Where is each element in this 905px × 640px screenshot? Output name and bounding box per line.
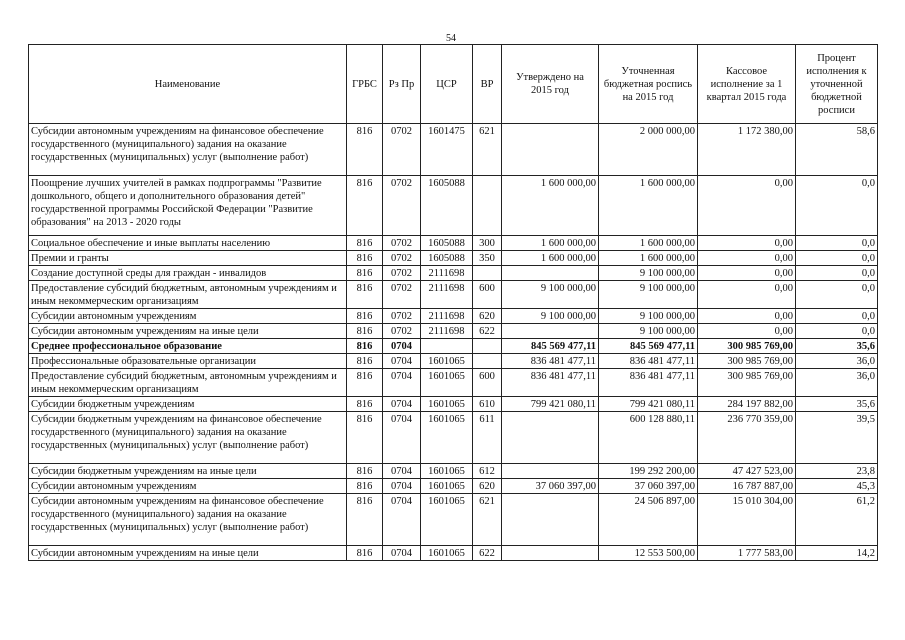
cell-csr: 2111698 bbox=[421, 281, 473, 309]
cell-grbs: 816 bbox=[347, 464, 383, 479]
cell-vr: 620 bbox=[473, 309, 502, 324]
cell-rzpr: 0702 bbox=[383, 324, 421, 339]
table-row bbox=[29, 324, 878, 339]
cell-vr bbox=[473, 176, 502, 236]
cell-name: Субсидии автономным учреждениям bbox=[29, 479, 347, 494]
cell-refined: 845 569 477,11 bbox=[599, 339, 698, 354]
cell-approved bbox=[502, 546, 599, 561]
cell-csr: 2111698 bbox=[421, 266, 473, 281]
cell-cash: 47 427 523,00 bbox=[698, 464, 796, 479]
cell-refined: 9 100 000,00 bbox=[599, 266, 698, 281]
cell-csr: 1601475 bbox=[421, 124, 473, 176]
cell-refined: 9 100 000,00 bbox=[599, 281, 698, 309]
header-approved: Утверждено на 2015 год bbox=[502, 45, 599, 124]
cell-cash: 300 985 769,00 bbox=[698, 354, 796, 369]
cell-name: Субсидии бюджетным учреждениям bbox=[29, 397, 347, 412]
cell-rzpr: 0704 bbox=[383, 412, 421, 464]
cell-approved bbox=[502, 266, 599, 281]
header-percent: Процент исполнения к уточненной бюджетной росписи bbox=[796, 45, 878, 124]
cell-refined: 600 128 880,11 bbox=[599, 412, 698, 464]
cell-cash: 0,00 bbox=[698, 324, 796, 339]
cell-name: Субсидии автономным учреждениям на финансовое обеспечение государственного (муниципального) задания на оказание государственных (муниципальных) услуг (выполнение работ) bbox=[29, 124, 347, 176]
cell-approved: 1 600 000,00 bbox=[502, 236, 599, 251]
cell-percent: 14,2 bbox=[796, 546, 878, 561]
cell-csr: 2111698 bbox=[421, 324, 473, 339]
cell-vr: 620 bbox=[473, 479, 502, 494]
cell-approved: 37 060 397,00 bbox=[502, 479, 599, 494]
cell-csr: 1601065 bbox=[421, 412, 473, 464]
cell-cash: 300 985 769,00 bbox=[698, 339, 796, 354]
cell-refined: 836 481 477,11 bbox=[599, 354, 698, 369]
cell-csr: 1601065 bbox=[421, 494, 473, 546]
header-name: Наименование bbox=[29, 45, 347, 124]
cell-vr: 621 bbox=[473, 124, 502, 176]
cell-refined: 799 421 080,11 bbox=[599, 397, 698, 412]
cell-vr: 300 bbox=[473, 236, 502, 251]
table-body bbox=[29, 124, 878, 561]
cell-rzpr: 0704 bbox=[383, 339, 421, 354]
cell-cash: 0,00 bbox=[698, 266, 796, 281]
cell-percent: 35,6 bbox=[796, 339, 878, 354]
cell-grbs: 816 bbox=[347, 124, 383, 176]
cell-cash: 1 172 380,00 bbox=[698, 124, 796, 176]
cell-vr: 621 bbox=[473, 494, 502, 546]
cell-name: Профессиональные образовательные организации bbox=[29, 354, 347, 369]
cell-rzpr: 0704 bbox=[383, 494, 421, 546]
cell-vr bbox=[473, 339, 502, 354]
header-cash: Кассовое исполнение за 1 квартал 2015 года bbox=[698, 45, 796, 124]
cell-name: Субсидии бюджетным учреждениям на финансовое обеспечение государственного (муниципального) задания на оказание государственных (муниципальных) услуг (выполнение работ) bbox=[29, 412, 347, 464]
cell-csr: 2111698 bbox=[421, 309, 473, 324]
cell-approved bbox=[502, 124, 599, 176]
cell-grbs: 816 bbox=[347, 479, 383, 494]
cell-approved: 836 481 477,11 bbox=[502, 354, 599, 369]
header-vr: ВР bbox=[473, 45, 502, 124]
cell-refined: 2 000 000,00 bbox=[599, 124, 698, 176]
cell-rzpr: 0704 bbox=[383, 369, 421, 397]
table-row bbox=[29, 339, 878, 354]
cell-grbs: 816 bbox=[347, 546, 383, 561]
cell-percent: 0,0 bbox=[796, 281, 878, 309]
cell-vr: 610 bbox=[473, 397, 502, 412]
cell-approved: 9 100 000,00 bbox=[502, 309, 599, 324]
cell-name: Социальное обеспечение и иные выплаты населению bbox=[29, 236, 347, 251]
cell-cash: 15 010 304,00 bbox=[698, 494, 796, 546]
cell-vr: 622 bbox=[473, 546, 502, 561]
cell-approved: 799 421 080,11 bbox=[502, 397, 599, 412]
table-row bbox=[29, 354, 878, 369]
cell-cash: 16 787 887,00 bbox=[698, 479, 796, 494]
table-row bbox=[29, 479, 878, 494]
cell-approved: 1 600 000,00 bbox=[502, 251, 599, 266]
cell-approved bbox=[502, 324, 599, 339]
cell-approved: 836 481 477,11 bbox=[502, 369, 599, 397]
table-row bbox=[29, 309, 878, 324]
cell-percent: 45,3 bbox=[796, 479, 878, 494]
cell-csr: 1601065 bbox=[421, 354, 473, 369]
cell-csr: 1605088 bbox=[421, 176, 473, 236]
table-row bbox=[29, 397, 878, 412]
cell-rzpr: 0704 bbox=[383, 479, 421, 494]
table-row bbox=[29, 412, 878, 464]
table-row bbox=[29, 236, 878, 251]
cell-name: Субсидии автономным учреждениям на иные цели bbox=[29, 546, 347, 561]
cell-grbs: 816 bbox=[347, 339, 383, 354]
cell-rzpr: 0702 bbox=[383, 266, 421, 281]
cell-cash: 0,00 bbox=[698, 176, 796, 236]
cell-percent: 39,5 bbox=[796, 412, 878, 464]
cell-cash: 236 770 359,00 bbox=[698, 412, 796, 464]
table-row bbox=[29, 369, 878, 397]
cell-refined: 24 506 897,00 bbox=[599, 494, 698, 546]
cell-percent: 23,8 bbox=[796, 464, 878, 479]
cell-refined: 1 600 000,00 bbox=[599, 251, 698, 266]
header-csr: ЦСР bbox=[421, 45, 473, 124]
cell-percent: 35,6 bbox=[796, 397, 878, 412]
cell-grbs: 816 bbox=[347, 354, 383, 369]
cell-vr: 600 bbox=[473, 281, 502, 309]
cell-cash: 300 985 769,00 bbox=[698, 369, 796, 397]
cell-grbs: 816 bbox=[347, 309, 383, 324]
cell-name: Создание доступной среды для граждан - инвалидов bbox=[29, 266, 347, 281]
cell-name: Премии и гранты bbox=[29, 251, 347, 266]
cell-name: Субсидии автономным учреждениям на иные цели bbox=[29, 324, 347, 339]
cell-percent: 58,6 bbox=[796, 124, 878, 176]
cell-grbs: 816 bbox=[347, 266, 383, 281]
cell-rzpr: 0704 bbox=[383, 546, 421, 561]
cell-refined: 37 060 397,00 bbox=[599, 479, 698, 494]
cell-name: Среднее профессиональное образование bbox=[29, 339, 347, 354]
cell-percent: 0,0 bbox=[796, 266, 878, 281]
cell-approved bbox=[502, 464, 599, 479]
cell-refined: 1 600 000,00 bbox=[599, 176, 698, 236]
cell-rzpr: 0702 bbox=[383, 309, 421, 324]
cell-approved bbox=[502, 412, 599, 464]
cell-rzpr: 0702 bbox=[383, 236, 421, 251]
cell-name: Субсидии автономным учреждениям bbox=[29, 309, 347, 324]
cell-rzpr: 0704 bbox=[383, 354, 421, 369]
cell-percent: 0,0 bbox=[796, 324, 878, 339]
cell-vr: 350 bbox=[473, 251, 502, 266]
cell-grbs: 816 bbox=[347, 176, 383, 236]
cell-name: Поощрение лучших учителей в рамках подпрограммы "Развитие дошкольного, общего и дополнительного образования детей" государственной программы Российской Федерации "Развитие образования" на 2013 - 2020 годы bbox=[29, 176, 347, 236]
cell-percent: 0,0 bbox=[796, 309, 878, 324]
cell-name: Субсидии автономным учреждениям на финансовое обеспечение государственного (муниципального) задания на оказание государственных (муниципальных) услуг (выполнение работ) bbox=[29, 494, 347, 546]
cell-approved bbox=[502, 494, 599, 546]
table-row bbox=[29, 266, 878, 281]
table-row bbox=[29, 251, 878, 266]
table-row bbox=[29, 124, 878, 176]
table-row bbox=[29, 176, 878, 236]
cell-csr: 1601065 bbox=[421, 369, 473, 397]
cell-rzpr: 0704 bbox=[383, 464, 421, 479]
cell-percent: 0,0 bbox=[796, 176, 878, 236]
cell-cash: 0,00 bbox=[698, 309, 796, 324]
table-header-row bbox=[29, 45, 878, 124]
page-number: 54 bbox=[446, 33, 456, 44]
cell-refined: 9 100 000,00 bbox=[599, 324, 698, 339]
header-rzpr: Рз Пр bbox=[383, 45, 421, 124]
cell-percent: 61,2 bbox=[796, 494, 878, 546]
cell-grbs: 816 bbox=[347, 281, 383, 309]
cell-grbs: 816 bbox=[347, 324, 383, 339]
cell-approved: 845 569 477,11 bbox=[502, 339, 599, 354]
cell-refined: 199 292 200,00 bbox=[599, 464, 698, 479]
table-row bbox=[29, 464, 878, 479]
cell-grbs: 816 bbox=[347, 251, 383, 266]
header-grbs: ГРБС bbox=[347, 45, 383, 124]
cell-csr bbox=[421, 339, 473, 354]
cell-cash: 0,00 bbox=[698, 281, 796, 309]
cell-grbs: 816 bbox=[347, 397, 383, 412]
table-row bbox=[29, 546, 878, 561]
cell-refined: 12 553 500,00 bbox=[599, 546, 698, 561]
cell-vr: 600 bbox=[473, 369, 502, 397]
cell-rzpr: 0704 bbox=[383, 397, 421, 412]
cell-name: Предоставление субсидий бюджетным, автономным учреждениям и иным некоммерческим организациям bbox=[29, 281, 347, 309]
cell-grbs: 816 bbox=[347, 412, 383, 464]
cell-csr: 1605088 bbox=[421, 251, 473, 266]
cell-refined: 836 481 477,11 bbox=[599, 369, 698, 397]
cell-vr: 611 bbox=[473, 412, 502, 464]
cell-csr: 1601065 bbox=[421, 479, 473, 494]
cell-grbs: 816 bbox=[347, 369, 383, 397]
cell-name: Предоставление субсидий бюджетным, автономным учреждениям и иным некоммерческим организациям bbox=[29, 369, 347, 397]
cell-csr: 1601065 bbox=[421, 464, 473, 479]
cell-name: Субсидии бюджетным учреждениям на иные цели bbox=[29, 464, 347, 479]
cell-csr: 1605088 bbox=[421, 236, 473, 251]
cell-percent: 0,0 bbox=[796, 236, 878, 251]
cell-percent: 36,0 bbox=[796, 369, 878, 397]
cell-percent: 0,0 bbox=[796, 251, 878, 266]
header-refined: Уточненная бюджетная роспись на 2015 год bbox=[599, 45, 698, 124]
cell-cash: 0,00 bbox=[698, 236, 796, 251]
cell-cash: 0,00 bbox=[698, 251, 796, 266]
cell-rzpr: 0702 bbox=[383, 176, 421, 236]
cell-rzpr: 0702 bbox=[383, 251, 421, 266]
cell-vr bbox=[473, 354, 502, 369]
cell-cash: 1 777 583,00 bbox=[698, 546, 796, 561]
cell-csr: 1601065 bbox=[421, 546, 473, 561]
cell-grbs: 816 bbox=[347, 494, 383, 546]
table-row bbox=[29, 281, 878, 309]
cell-approved: 1 600 000,00 bbox=[502, 176, 599, 236]
cell-refined: 9 100 000,00 bbox=[599, 309, 698, 324]
cell-approved: 9 100 000,00 bbox=[502, 281, 599, 309]
cell-csr: 1601065 bbox=[421, 397, 473, 412]
cell-percent: 36,0 bbox=[796, 354, 878, 369]
cell-cash: 284 197 882,00 bbox=[698, 397, 796, 412]
cell-rzpr: 0702 bbox=[383, 124, 421, 176]
cell-grbs: 816 bbox=[347, 236, 383, 251]
cell-vr bbox=[473, 266, 502, 281]
cell-vr: 622 bbox=[473, 324, 502, 339]
budget-execution-table bbox=[28, 44, 878, 561]
cell-rzpr: 0702 bbox=[383, 281, 421, 309]
cell-refined: 1 600 000,00 bbox=[599, 236, 698, 251]
table-row bbox=[29, 494, 878, 546]
cell-vr: 612 bbox=[473, 464, 502, 479]
